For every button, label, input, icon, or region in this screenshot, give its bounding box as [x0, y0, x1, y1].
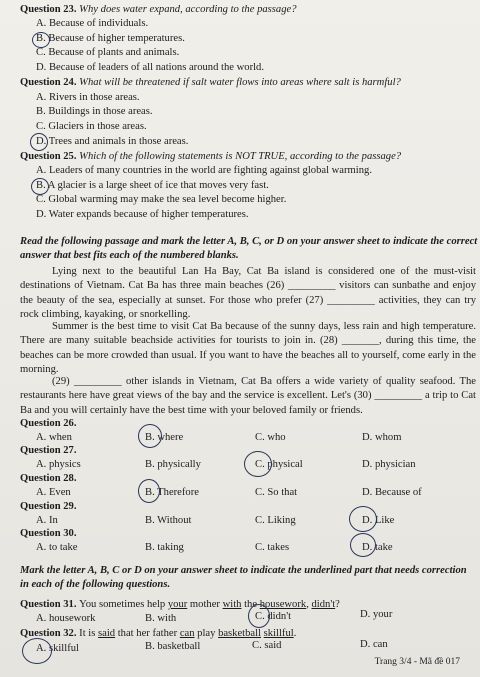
underlined-part: basketball [218, 628, 262, 639]
q25-option-a: A. Leaders of many countries in the world are fighting against global warming. [36, 165, 372, 176]
question-26-number: Question 26. [20, 418, 77, 429]
q28-option-d: D. Because of [362, 487, 422, 498]
underlined-part: your [167, 599, 188, 610]
q28-option-b: B. Therefore [145, 487, 199, 498]
question-31 [20, 598, 340, 612]
q30-option-a: A. to take [36, 542, 78, 553]
question-28-number: Question 28. [20, 473, 77, 484]
q32-option-b: B. basketball [145, 641, 201, 652]
q23-option-c: C. Because of plants and animals. [36, 47, 180, 58]
question-30-number: Question 30. [20, 528, 77, 539]
question-number: Question 23. [20, 4, 77, 15]
question-number: Question 32. [20, 628, 77, 639]
q23-option-a: A. Because of individuals. [36, 18, 149, 29]
question-stem: Why does water expand, according to the passage? [79, 4, 297, 15]
underlined-part: can [179, 628, 195, 639]
passage-paragraph-2: Summer is the best time to visit Cat Ba because of the sunny days, less rain and high temperature. There are many suitable beachside activities for tourists to join in. (28) _______, during this time, the beaches can be more crowded than usual. If you want to have the beaches all to yourself, come early in the morning. [20, 321, 476, 376]
q24-option-a: A. Rivers in those areas. [36, 92, 140, 103]
q23-option-b: B. Because of higher temperatures. [36, 33, 185, 44]
question-24 [20, 76, 401, 90]
question-29-number: Question 29. [20, 501, 77, 512]
q29-option-a: A. In [36, 515, 58, 526]
q27-option-b: B. physically [145, 459, 201, 470]
q26-option-d: D. whom [362, 432, 402, 443]
q26-option-b: B. where [145, 432, 184, 443]
q27-option-a: A. physics [36, 459, 81, 470]
q27-option-d: D. physician [362, 459, 416, 470]
question-25 [20, 150, 401, 164]
question-sentence: You sometimes help your mother with the housework, didn't? [79, 599, 340, 610]
q30-option-c: C. takes [255, 542, 290, 553]
underlined-part: with [222, 599, 242, 610]
q26-option-c: C. who [255, 432, 286, 443]
question-23 [20, 3, 297, 17]
q25-option-c: C. Global warming may make the sea level become higher. [36, 194, 287, 205]
question-stem: Which of the following statements is NOT TRUE, according to the passage? [79, 151, 402, 162]
q31-option-d: D. your [360, 609, 393, 620]
q25-option-b: B. A glacier is a large sheet of ice that moves very fast. [36, 180, 269, 191]
underlined-part: didn't [311, 599, 336, 610]
q28-option-a: A. Even [36, 487, 71, 498]
q29-option-b: B. Without [145, 515, 192, 526]
q27-option-c: C. physical [255, 459, 303, 470]
underlined-part: housework [259, 599, 307, 610]
question-27-number: Question 27. [20, 445, 77, 456]
question-number: Question 25. [20, 151, 77, 162]
question-number: Question 31. [20, 599, 77, 610]
q32-option-a: A. skillful [36, 643, 79, 654]
q30-option-b: B. taking [145, 542, 184, 553]
q32-option-c: C. said [252, 640, 282, 651]
q29-option-d: D. Like [362, 515, 395, 526]
q23-option-d: D. Because of leaders of all nations around the world. [36, 62, 264, 73]
q29-option-c: C. Liking [255, 515, 296, 526]
q31-option-b: B. with [145, 613, 177, 624]
passage-paragraph-3: (29) _________ other islands in Vietnam, Cat Ba offers a wide variety of quality seafood. The restaurants here have great views of the bay and the service is excellent. Let's (30) _________ a trip to Cat Ba and you will certainly have the best time with your beloved family or friends. [20, 376, 476, 416]
page-footer: Trang 3/4 - Mã đề 017 [374, 656, 460, 667]
q31-option-a: A. housework [36, 613, 96, 624]
q24-option-b: B. Buildings in those areas. [36, 106, 153, 117]
q32-option-d: D. can [360, 639, 388, 650]
question-number: Question 24. [20, 77, 77, 88]
passage-paragraph-1: Lying next to the beautiful Lan Ha Bay, Cat Ba island is considered one of the must-visit destinations of Vietnam. Cat Ba has three main beaches (26) _________ visitors can sunbathe and enjoy the beauty of the sea, especially at sunset. For those who prefer (27) _________ activities, they can try rock climbing, kayaking, or snorkelling. [20, 266, 476, 321]
q25-option-d: D. Water expands because of higher temperatures. [36, 209, 249, 220]
q24-option-c: C. Glaciers in those areas. [36, 121, 147, 132]
section-instruction-error-correction: Mark the letter A, B, C or D on your answer sheet to indicate the underlined part that needs correction in each of the following questions. [20, 565, 467, 591]
q26-option-a: A. when [36, 432, 72, 443]
question-stem: What will be threatened if salt water flows into areas where salt is harmful? [79, 77, 401, 88]
q28-option-c: C. So that [255, 487, 298, 498]
q24-option-d: D. Trees and animals in those areas. [36, 136, 189, 147]
q30-option-d: D. take [362, 542, 393, 553]
underlined-part: said [98, 628, 116, 639]
underlined-part: skillful [263, 628, 294, 639]
question-sentence: It is said that her father can play basketball skillful. [79, 628, 297, 639]
q31-option-c: C. didn't [255, 611, 292, 622]
section-instruction: Read the following passage and mark the letter A, B, C, or D on your answer sheet to indicate the correct answer that best fits each of the numbered blanks. [20, 236, 478, 262]
